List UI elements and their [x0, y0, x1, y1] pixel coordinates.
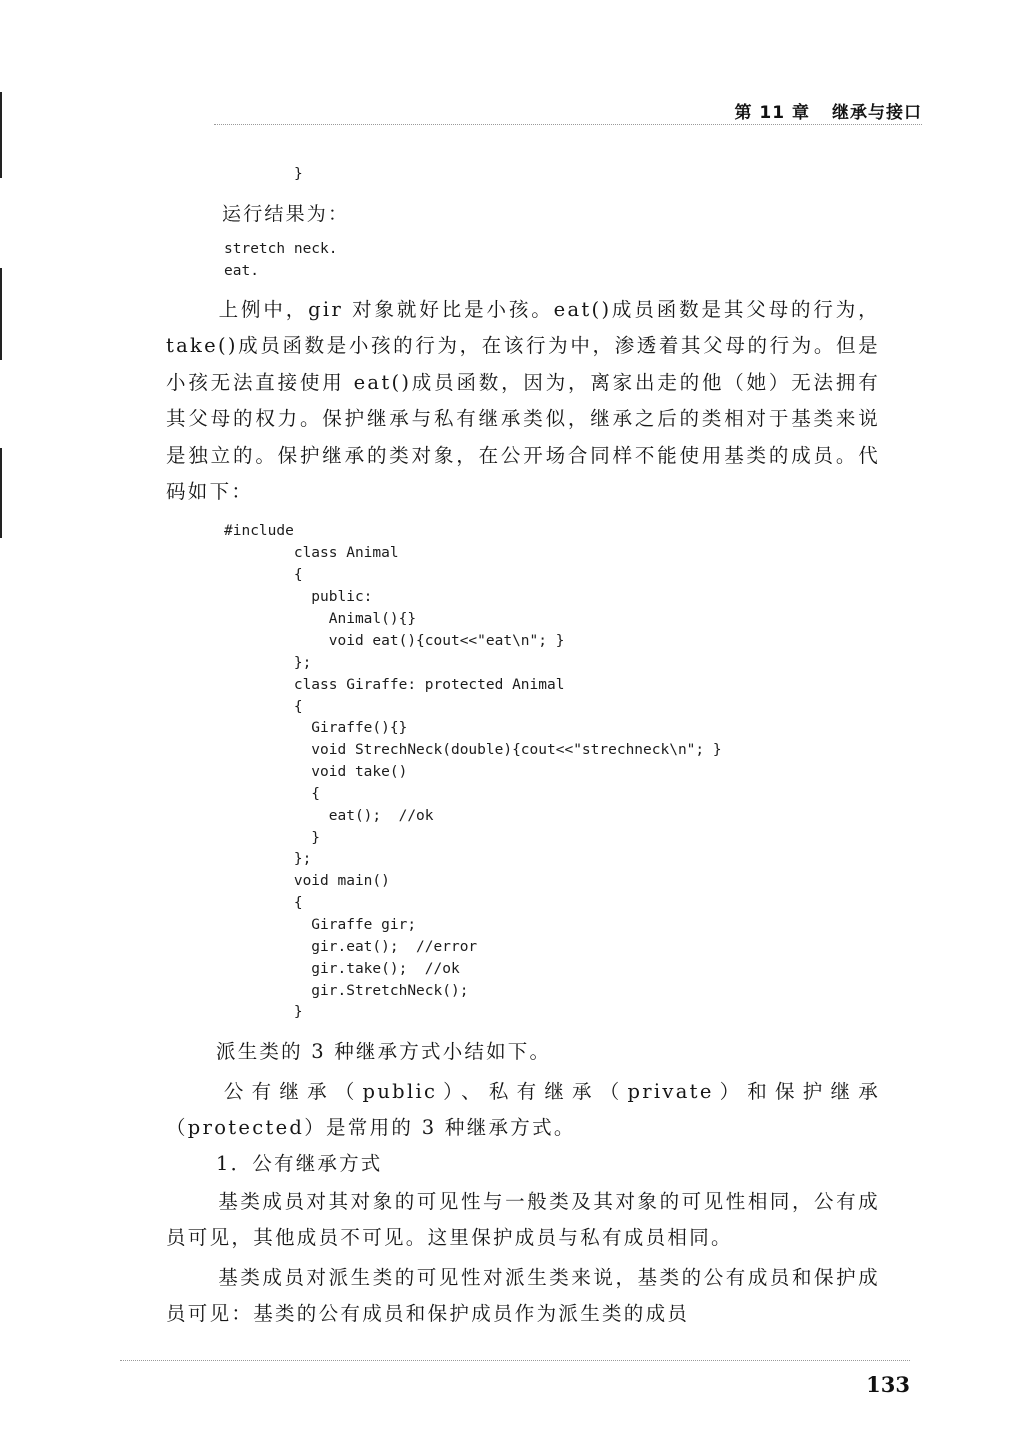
binding-mark-middle: [0, 268, 2, 360]
code-line: #include: [224, 523, 294, 539]
code-line: public:: [224, 589, 373, 605]
code-line: {: [224, 786, 321, 802]
paragraph-inheritance-types: 公有继承（public）、私有继承（private）和保护继承（protected）是常用的 3 种继承方式。: [166, 1080, 880, 1140]
binding-mark-bottom: [0, 448, 2, 538]
paragraph-object-visibility: 基类成员对其对象的可见性与一般类及其对象的可见性相同，公有成员可见，其他成员不可见。这里保护成员与私有成员相同。: [166, 1190, 880, 1250]
code-line: }: [224, 1004, 303, 1020]
header-rule: [214, 124, 922, 125]
code-line: {: [224, 699, 303, 715]
output-line: eat.: [224, 263, 259, 279]
code-line: };: [224, 851, 312, 867]
summary-line: 派生类的 3 种继承方式小结如下。: [216, 1040, 552, 1063]
code-line: }: [224, 830, 321, 846]
paragraph-explanation: 上例中，gir 对象就好比是小孩。eat()成员函数是其父母的行为，take()成员函数是小孩的行为，在该行为中，渗透着其父母的行为。但是小孩无法直接使用 eat()成员函数，因为，离家出走的他（她）无法拥有其父母的权力。保护继承与私有继承类似，继承之后的类相对于基类来说是独立的。保护继承的类对象，在公开场合同样不能使用基类的成员。代码如下：: [166, 298, 880, 504]
chapter-number: 第 11 章: [734, 103, 810, 123]
code-line: gir.StretchNeck();: [224, 983, 469, 999]
code-line: gir.take(); //ok: [224, 961, 460, 977]
code-line: };: [224, 655, 312, 671]
code-line: gir.eat(); //error: [224, 939, 478, 955]
code-line: {: [224, 567, 303, 583]
code-line: Animal(){}: [224, 611, 417, 627]
code-line: {: [224, 895, 303, 911]
code-line: Giraffe(){}: [224, 720, 408, 736]
code-line: void eat(){cout<<"eat\n"; }: [224, 633, 565, 649]
code-line: Giraffe gir;: [224, 917, 417, 933]
output-line: stretch neck.: [224, 241, 338, 257]
code-line: void take(): [224, 764, 408, 780]
page-number: 133: [866, 1372, 910, 1397]
binding-mark-top: [0, 92, 2, 178]
closing-brace: }: [294, 166, 303, 182]
code-line: eat(); //ok: [224, 808, 434, 824]
paragraph-derived-visibility: 基类成员对派生类的可见性对派生类来说，基类的公有成员和保护成员可见：基类的公有成员和保护成员作为派生类的成员: [166, 1266, 880, 1326]
running-header: [735, 98, 923, 123]
section-heading: 1．公有继承方式: [216, 1152, 383, 1175]
result-label: 运行结果为：: [222, 203, 350, 225]
code-line: class Giraffe: protected Animal: [224, 677, 565, 693]
code-line: class Animal: [224, 545, 399, 561]
chapter-title: 继承与接口: [832, 103, 922, 123]
footer-rule: [120, 1360, 910, 1361]
code-line: void StrechNeck(double){cout<<"strechneck\n"; }: [224, 742, 722, 758]
code-line: void main(): [224, 873, 390, 889]
